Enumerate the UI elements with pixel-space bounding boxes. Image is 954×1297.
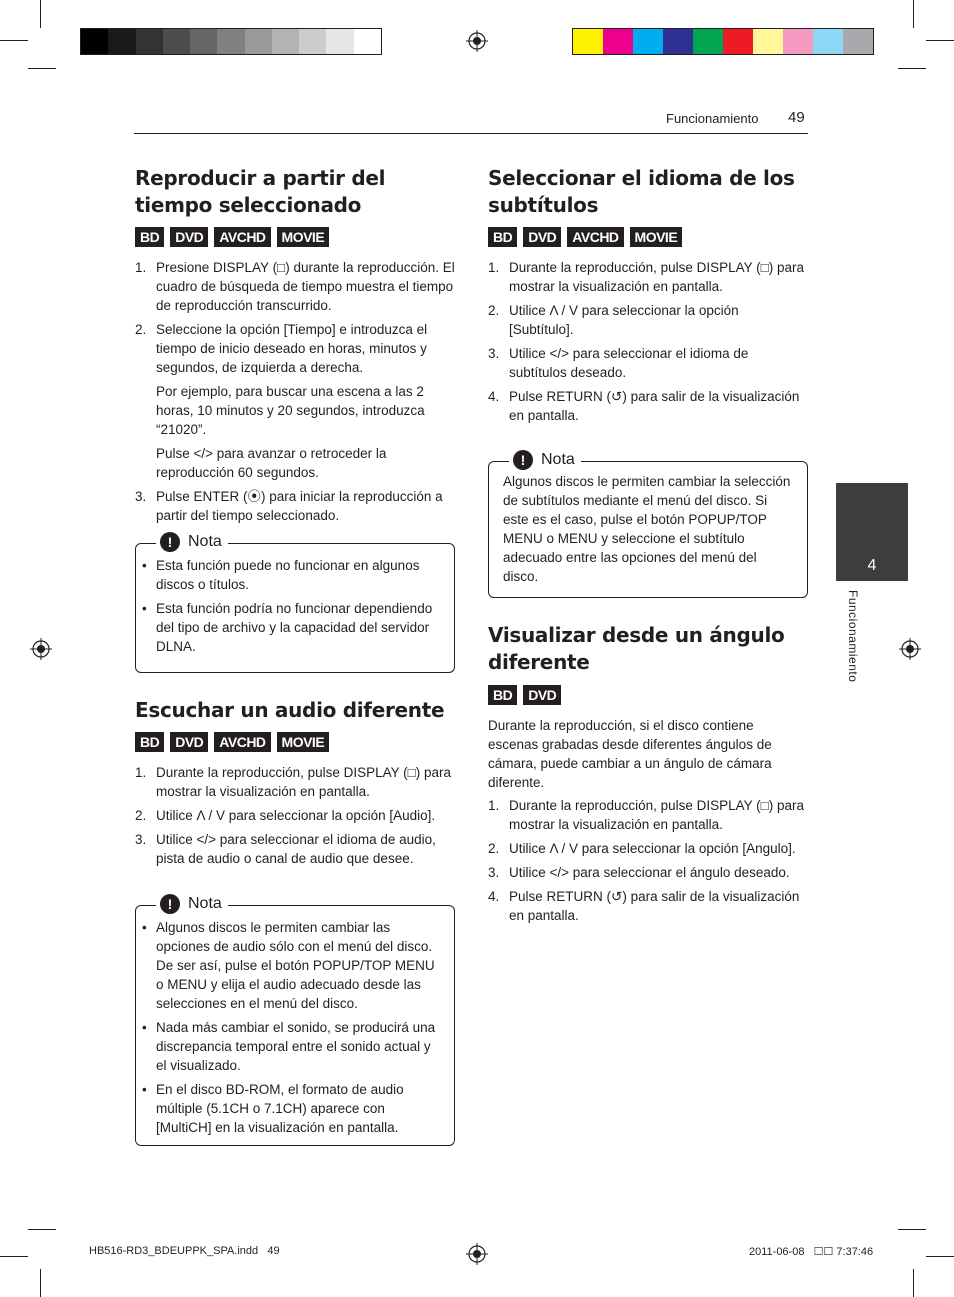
crop-mark [40,0,41,28]
color-swatch [108,29,135,54]
badge-bd: BD [135,227,164,247]
step-detail: Pulse </> para avanzar o retroceder la reproducción 60 segundos. [156,446,387,480]
crop-mark [898,68,926,69]
steps-list [488,796,806,930]
chapter-number: 4 [867,557,877,574]
list-item: 3. Utilice </> para seleccionar el idioma de subtítulos deseado. [488,346,749,380]
list-item: • Esta función puede no funcionar en algunos discos o títulos. [136,556,446,594]
crop-mark [28,1229,56,1230]
list-item: • En el disco BD-ROM, el formato de audio múltiple (5.1CH o 7.1CH) aparece con [MultiCH] en la visualización en pantalla. [136,1080,444,1137]
note-list [136,918,454,1137]
badge-avchd: AVCHD [214,732,270,752]
step-detail: Por ejemplo, para buscar una escena a las 2 horas, 10 minutos y 20 segundos, introduzca “21020”. [156,384,425,437]
badge-movie: MOVIE [277,732,330,752]
list-item: 3. Utilice </> para seleccionar el ángulo deseado. [488,865,790,880]
note-box [135,895,455,1146]
list-item: 1. Durante la reproducción, pulse DISPLAY (□) para mostrar la visualización en pantalla. [488,798,805,832]
registration-mark-icon [30,638,52,660]
note-label: Nota [541,451,575,468]
disc-badges [488,227,682,247]
color-swatch [326,29,353,54]
exclamation-icon: ! [513,450,533,470]
color-calibration-bar [572,28,874,55]
crop-mark [926,40,954,41]
color-swatch [217,29,244,54]
color-swatch [663,29,693,54]
intro-text: Durante la reproducción, si el disco contiene escenas grabadas desde diferentes ángulos de cámara, puede cambiar a un ángulo de cámara diferente. [488,718,772,790]
badge-bd: BD [135,732,164,752]
color-swatch [633,29,663,54]
badge-dvd: DVD [170,227,208,247]
color-swatch [354,29,381,54]
badge-movie: MOVIE [277,227,330,247]
list-item: 4. Pulse RETURN (↺) para salir de la visualización en pantalla. [488,889,800,923]
list-item: • Esta función podría no funcionar dependiendo del tipo de archivo y la capacidad del servidor DLNA. [136,599,446,656]
list-item: • Algunos discos le permiten cambiar las opciones de audio sólo con el menú del disco. De ser así, pulse el botón POPUP/TOP MENU o MENU y elija el audio adecuado desde las selecciones en el menú del disco. [136,918,444,1013]
note-label: Nota [188,895,222,912]
registration-mark-icon [466,1243,488,1265]
color-swatch [163,29,190,54]
list-item: 1. Durante la reproducción, pulse DISPLAY (□) para mostrar la visualización en pantalla. [488,260,805,294]
color-swatch [723,29,753,54]
header-rule [134,133,808,134]
note-list [136,556,454,656]
crop-mark [40,1269,41,1297]
section-title: Visualizar desde un ángulo diferente [488,623,785,674]
list-item: 3. Pulse ENTER (⦿) para iniciar la reproducción a partir del tiempo seleccionado. [135,489,443,523]
badge-movie: MOVIE [630,227,683,247]
color-swatch [81,29,108,54]
registration-mark-icon [899,638,921,660]
color-swatch [813,29,843,54]
color-swatch [190,29,217,54]
page-number: 49 [788,109,805,126]
registration-mark-icon [466,30,488,52]
badge-avchd: AVCHD [214,227,270,247]
section-title: Escuchar un audio diferente [135,698,445,722]
section-title: Seleccionar el idioma de los subtítulos [488,166,795,217]
badge-dvd: DVD [523,227,561,247]
disc-badges [135,227,329,247]
steps-list [135,763,457,873]
note-box [135,533,455,673]
crop-mark [28,68,56,69]
color-swatch [753,29,783,54]
list-item: 2. Utilice Λ / V para seleccionar la opción [Subtítulo]. [488,303,739,337]
color-swatch [843,29,873,54]
color-swatch [603,29,633,54]
header-section: Funcionamiento [666,111,759,126]
gray-calibration-bar [80,28,382,55]
chapter-label: Funcionamiento [846,590,860,683]
badge-bd: BD [488,685,517,705]
badge-avchd: AVCHD [567,227,623,247]
exclamation-icon: ! [160,532,180,552]
list-item: 2. Utilice Λ / V para seleccionar la opción [Audio]. [135,808,436,823]
section-title: Reproducir a partir del tiempo seleccionado [135,166,386,217]
steps-list [135,258,455,530]
crop-mark [0,1256,28,1257]
crop-mark [913,0,914,28]
crop-mark [926,1256,954,1257]
list-item: • Nada más cambiar el sonido, se producirá una discrepancia temporal entre el sonido actual y el visualizado. [136,1018,444,1075]
badge-bd: BD [488,227,517,247]
note-label: Nota [188,533,222,550]
list-item: 1. Presione DISPLAY (□) durante la reproducción. El cuadro de búsqueda de tiempo muestra el tiempo de reproducción transcurrido. [135,260,455,313]
crop-mark [913,1269,914,1297]
color-swatch [299,29,326,54]
color-swatch [783,29,813,54]
list-item: 3. Utilice </> para seleccionar el idioma de audio, pista de audio o canal de audio que desee. [135,832,436,866]
color-swatch [693,29,723,54]
disc-badges [488,685,561,705]
crop-mark [0,40,28,41]
list-item: 1. Durante la reproducción, pulse DISPLAY (□) para mostrar la visualización en pantalla. [135,765,452,799]
exclamation-icon: ! [160,894,180,914]
note-box [488,451,808,598]
badge-dvd: DVD [523,685,561,705]
list-item: 2. Utilice Λ / V para seleccionar la opción [Angulo]. [488,841,796,856]
list-item: 4. Pulse RETURN (↺) para salir de la visualización en pantalla. [488,389,800,423]
crop-mark [898,1229,926,1230]
color-swatch [573,29,603,54]
chapter-tab [836,483,908,581]
color-swatch [136,29,163,54]
note-text: Algunos discos le permiten cambiar la selección de subtítulos mediante el menú del disco. Si este es el caso, pulse el botón POPUP/TOP MENU o MENU y seleccione el subtítulo adecuado entre las opciones del menú del disco. [503,474,791,584]
badge-dvd: DVD [170,732,208,752]
list-item: 2. Seleccione la opción [Tiempo] e introduzca el tiempo de inicio deseado en horas, minutos y segundos, de izquierda a derecha. Por ejemplo, para buscar una escena a las 2 horas, 10 minutos y 20 segundos, introduzca “21020”. Pulse </> para avanzar o retroceder la reproducción 60 segundos. [135,320,455,482]
disc-badges [135,732,329,752]
footer-date: 2011-06-08 ☐☐ 7:37:46 [749,1246,874,1258]
color-swatch [272,29,299,54]
footer-file: HB516-RD3_BDEUPPK_SPA.indd 49 [89,1245,280,1257]
color-swatch [245,29,272,54]
steps-list [488,258,806,430]
